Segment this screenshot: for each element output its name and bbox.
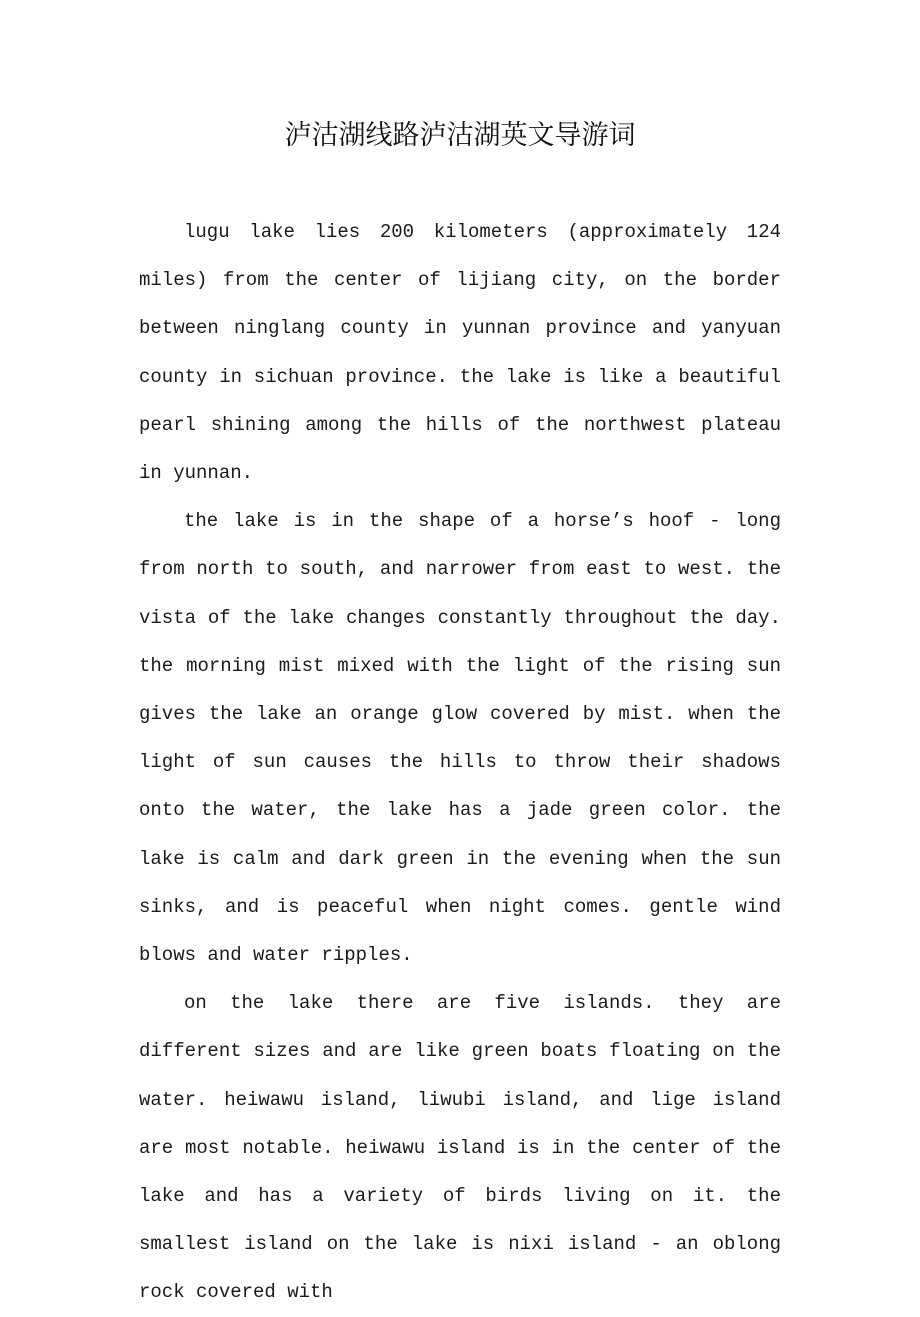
paragraph-2: the lake is in the shape of a horse’s hoof - long from north to south, and narrower from east to west. the vista of the lake changes constantly throughout the day. the morning mist mixed with the light of the rising sun gives the lake an orange glow covered by mist. when the light of sun causes the hills to throw their shadows onto the water, the lake has a jade green color. the lake is calm and dark green in the evening when the sun sinks, and is peaceful when night comes. gentle wind blows and water ripples. (139, 510, 781, 967)
document-title: 泸沽湖线路泸沽湖英文导游词 (284, 120, 636, 151)
paragraph-3: on the lake there are five islands. they are different sizes and are like green boats floating on the water. heiwawu island, liwubi island, and lige island are most notable. heiwawu island is in the center of the lake and has a variety of birds living on it. the smallest island on the lake is nixi island - an oblong rock covered with (139, 992, 781, 1304)
document-body (139, 208, 781, 1317)
paragraph-1: lugu lake lies 200 kilometers (approximately 124 miles) from the center of lijiang city, on the border between ninglang county in yunnan province and yanyuan county in sichuan province. the lake is like a beautiful pearl shining among the hills of the northwest plateau in yunnan. (139, 221, 781, 485)
